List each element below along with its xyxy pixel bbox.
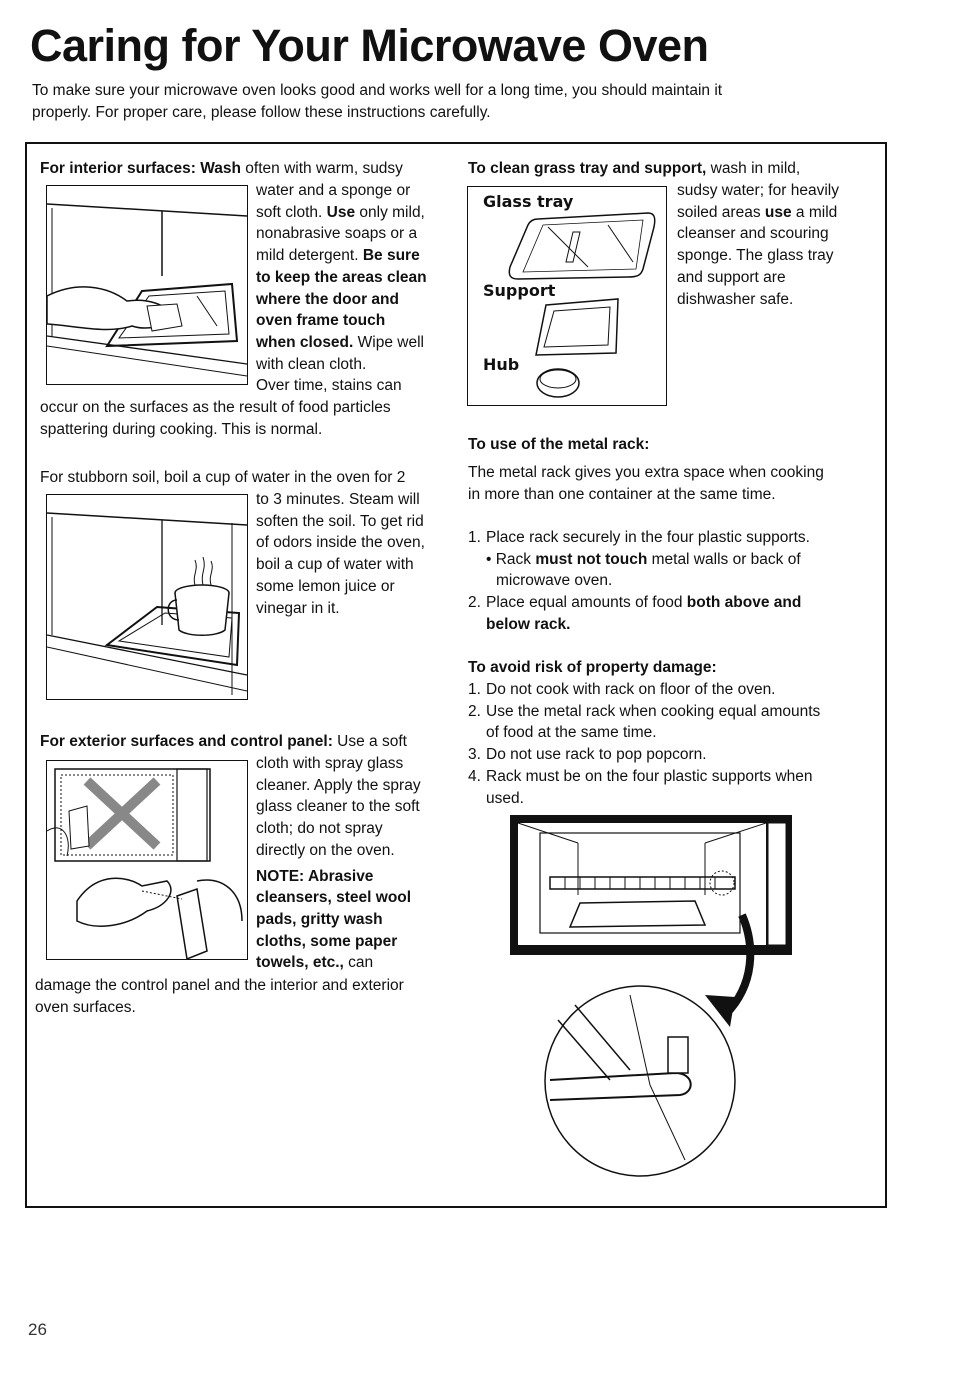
interior-line: Over time, stains can [256,377,402,395]
interior-line: soft cloth. [256,203,323,221]
exterior-note: towels, etc., [256,954,344,972]
bullet-text: microwave oven. [496,572,613,590]
interior-line: spattering during cooking. This is normal. [40,420,323,438]
interior-bold: where the door and [256,290,399,308]
interior-bold: to keep the areas clean [256,268,427,286]
exterior-spray-illustration [46,760,248,960]
exterior-note: cloths, some paper [256,932,398,950]
interior-line: only mild, [355,203,425,221]
item-number: 4. [468,767,481,785]
exterior-line: oven surfaces. [35,998,136,1016]
bullet-text: • Rack [486,550,536,568]
exterior-line: directly on the oven. [256,841,395,859]
interior-line: nonabrasive soaps or a [256,225,418,243]
stubborn-line: to 3 minutes. Steam will [256,491,420,508]
tray-line: a mild [791,203,838,221]
page-number: 26 [28,1320,47,1339]
step-bold: both above and [686,594,802,612]
exterior-line1-rest: Use a soft [332,733,407,750]
interior-wrapped-text [256,180,456,397]
tray-line: sudsy water; for heavily [677,182,839,199]
rack-para-line: The metal rack gives you extra space when cooking [468,464,824,481]
exterior-lead: For exterior surfaces and control panel: [40,733,333,750]
tray-lead: To clean grass tray and support, [468,160,707,177]
support-label: Support [483,281,556,300]
exterior-note: NOTE: Abrasive [256,867,374,885]
interior-bold: Be sure [362,247,420,265]
exterior-line: cloth; do not spray [256,820,383,838]
stubborn-line: of odors inside the oven, [256,534,425,552]
interior-line: water and a sponge or [256,182,411,199]
interior-lead: For interior surfaces: Wash [40,160,241,177]
exterior-line: can [343,954,374,972]
step-text: Place rack securely in the four plastic supports. [486,529,810,546]
interior-bold: when closed. [256,333,354,351]
stubborn-line: vinegar in it. [256,599,340,617]
hub-label: Hub [483,355,520,374]
glass-tray-label: Glass tray [483,192,574,211]
page-title: Caring for Your Microwave Oven [30,20,709,71]
exterior-first-line [40,731,460,753]
item-number: 1. [468,681,481,698]
rack-para-line: in more than one container at the same time. [468,485,776,503]
steam-cup-illustration [46,494,248,700]
exterior-wrapped-text [256,753,456,974]
rack-steps [468,527,878,636]
bullet-bold: must not touch [535,550,648,568]
tray-wrapped-text [677,180,877,310]
tray-line: soiled areas [677,203,761,221]
item-text: Use the metal rack when cooking equal amounts [486,702,821,720]
tray-line: sponge. The glass tray [677,247,834,265]
step-number: 1. [468,529,481,546]
stubborn-first-line: For stubborn soil, boil a cup of water in the oven for 2 [40,469,406,486]
oven-rack-illustration [510,815,800,1185]
tray-first-line [468,158,868,180]
interior-use-word: Use [326,203,356,221]
stubborn-wrapped-text [256,489,456,619]
exterior-line: damage the control panel and the interior and exterior [35,977,404,994]
step-bold: below rack. [486,615,571,633]
interior-bold: oven frame touch [256,312,386,330]
rack-paragraph [468,462,868,505]
exterior-line: cleaner. Apply the spray [256,776,421,794]
exterior-full-text [35,975,455,1018]
bullet-text: metal walls or back of [647,550,801,568]
item-text: used. [486,789,524,807]
interior-full-text [40,397,460,440]
tray-line: cleanser and scouring [677,225,829,243]
item-number: 2. [468,702,481,720]
item-text: of food at the same time. [486,724,657,742]
damage-heading: To avoid risk of property damage: [468,659,717,676]
step-number: 2. [468,594,481,612]
exterior-line: glass cleaner to the soft [256,798,420,816]
item-text: Do not cook with rack on floor of the oven. [486,681,776,698]
intro-paragraph: To make sure your microwave oven looks good and works well for a long time, you should maintain it properly. For proper care, please follow these instructions carefully. [32,82,723,121]
tray-line1-rest: wash in mild, [706,160,801,177]
exterior-note: pads, gritty wash [256,910,383,928]
stubborn-line: some lemon juice or [256,577,395,595]
exterior-line: cloth with spray glass [256,755,404,772]
interior-first-line [40,158,460,180]
item-text: Rack must be on the four plastic supports when [486,767,813,785]
step-text: Place equal amounts of food [486,594,687,612]
interior-line: Wipe well [353,333,424,351]
exterior-note: cleansers, steel wool [256,889,412,907]
tray-line: and support are [677,268,786,286]
stubborn-line: boil a cup of water with [256,556,414,574]
rack-heading: To use of the metal rack: [468,436,650,453]
item-text: Do not use rack to pop popcorn. [486,746,707,764]
glass-tray-diagram [467,186,667,406]
interior-line: with clean cloth. [256,355,367,373]
item-number: 3. [468,746,481,764]
interior-cleaning-illustration [46,185,248,385]
interior-line1-rest: often with warm, sudsy [240,160,403,177]
tray-use-word: use [764,203,792,221]
damage-list [468,679,878,809]
tray-line: dishwasher safe. [677,290,794,308]
stubborn-line: soften the soil. To get rid [256,512,424,530]
interior-line: mild detergent. [256,247,359,265]
interior-line: occur on the surfaces as the result of food particles [40,399,391,416]
